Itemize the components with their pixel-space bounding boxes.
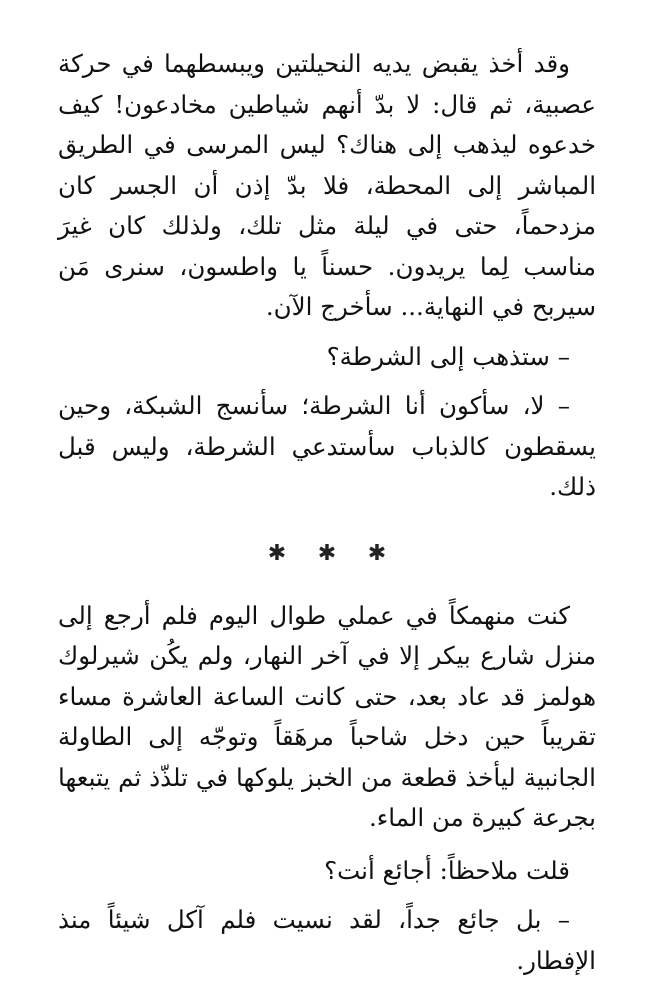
paragraph-answer-police: – لا، سأكون أنا الشرطة؛ سأنسج الشبكة، وحين يسقطون كالذباب سأستدعي الشرطة، وليس قبل ذلك. bbox=[58, 391, 596, 501]
book-page bbox=[58, 44, 596, 984]
section-separator bbox=[58, 534, 596, 574]
paragraph-hungry-answer: – بل جائع جداً، لقد نسيت فلم آكل شيئاً منذ الإفطار. bbox=[58, 905, 596, 975]
paragraph-hungry-question: قلت ملاحظاً: أجائع أنت؟ bbox=[324, 855, 570, 885]
paragraph-evening-return: كنت منهمكاً في عملي طوال اليوم فلم أرجع إلى منزل شارع بيكر إلا في آخر النهار، ولم يكُن شيرلوك هولمز قد عاد بعد، حتى كانت الساعة العاشرة مساء تقريباً حين دخل شاحباً مرهَقاً وتوجّه إلى الطاولة الجانبية ليأخذ قطعة من الخبز يلوكها في تلذّذ ثم يتبعها بجرعة كبيرة من الماء. bbox=[58, 600, 596, 832]
paragraph-holmes-monologue: وقد أخذ يقبض يديه النحيلتين ويبسطهما في حركة عصبية، ثم قال: لا بدّ أنهم شياطين مخادعون! كيف خدعوه ليذهب إلى هناك؟ ليس المرسى في الطريق المباشر إلى المحطة، فلا بدّ إذن أن الجسر كان مزدحماً، حتى في ليلة مثل تلك، ولذلك كان غيرَ مناسب لِما يريدون. حسناً يا واطسون، سنرى مَن سيربح في النهاية... سأخرج الآن. bbox=[58, 49, 596, 321]
separator-star-icon: ✱ bbox=[367, 540, 387, 566]
separator-star-icon: ✱ bbox=[317, 540, 337, 566]
paragraph-question-police: – ستذهب إلى الشرطة؟ bbox=[326, 341, 570, 371]
separator-star-icon: ✱ bbox=[267, 540, 287, 566]
